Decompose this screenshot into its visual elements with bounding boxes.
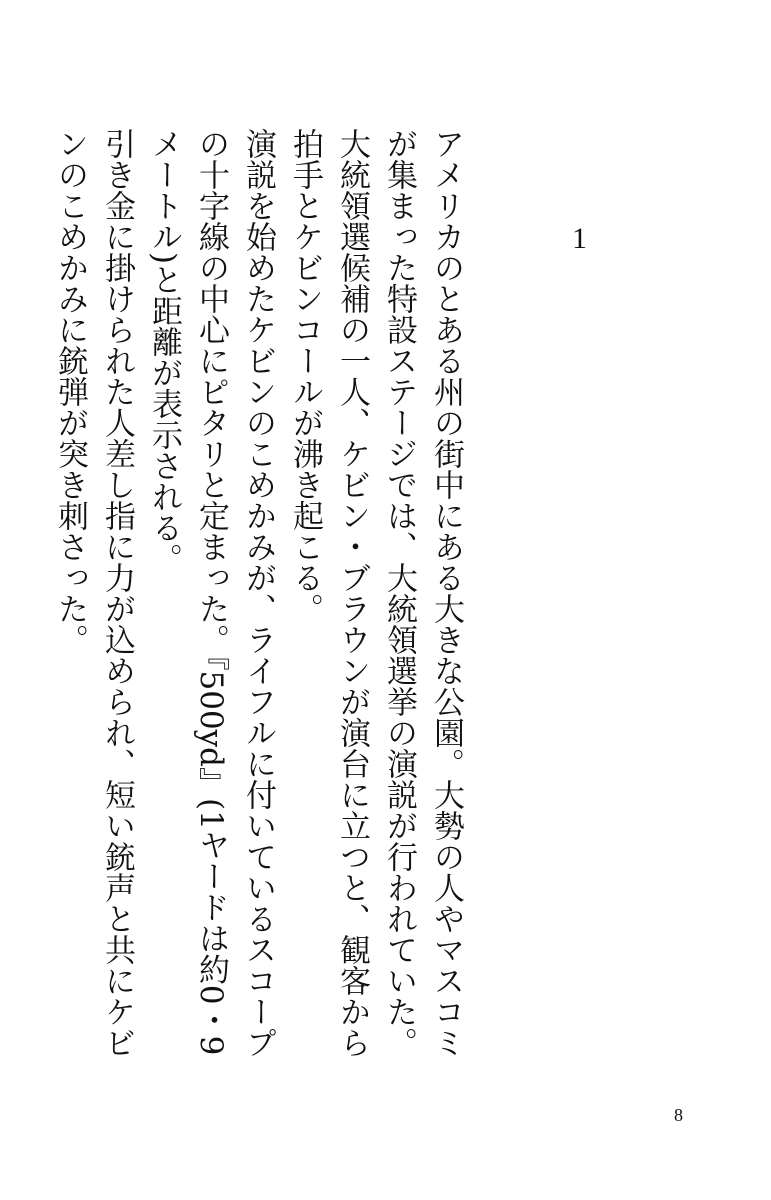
paragraph-3: 演説を始めたケビンのこめかみが、ライフルに付いているスコープの十字線の中心にピタリと定まった。『500yd』(1ヤードは約0・9メートル)と距離が表示される。 bbox=[146, 128, 276, 1058]
paragraph-2: 大統領選候補の一人、ケビン・ブラウンが演台に立つと、観客から拍手とケビンコールが沸き起こる。 bbox=[287, 128, 370, 1058]
chapter-number: 1 bbox=[572, 222, 587, 255]
page-number: 8 bbox=[674, 1105, 683, 1125]
paragraph-4: 引き金に掛けられた人差し指に力が込められ、短い銃声と共にケビンのこめかみに銃弾が突き刺さった。 bbox=[52, 128, 135, 1058]
paragraph-1: アメリカのとある州の街中にある大きな公園。大勢の人やマスコミが集まった特設ステージでは、大統領選挙の演説が行われていた。 bbox=[381, 128, 464, 1058]
body-text bbox=[46, 128, 469, 1078]
